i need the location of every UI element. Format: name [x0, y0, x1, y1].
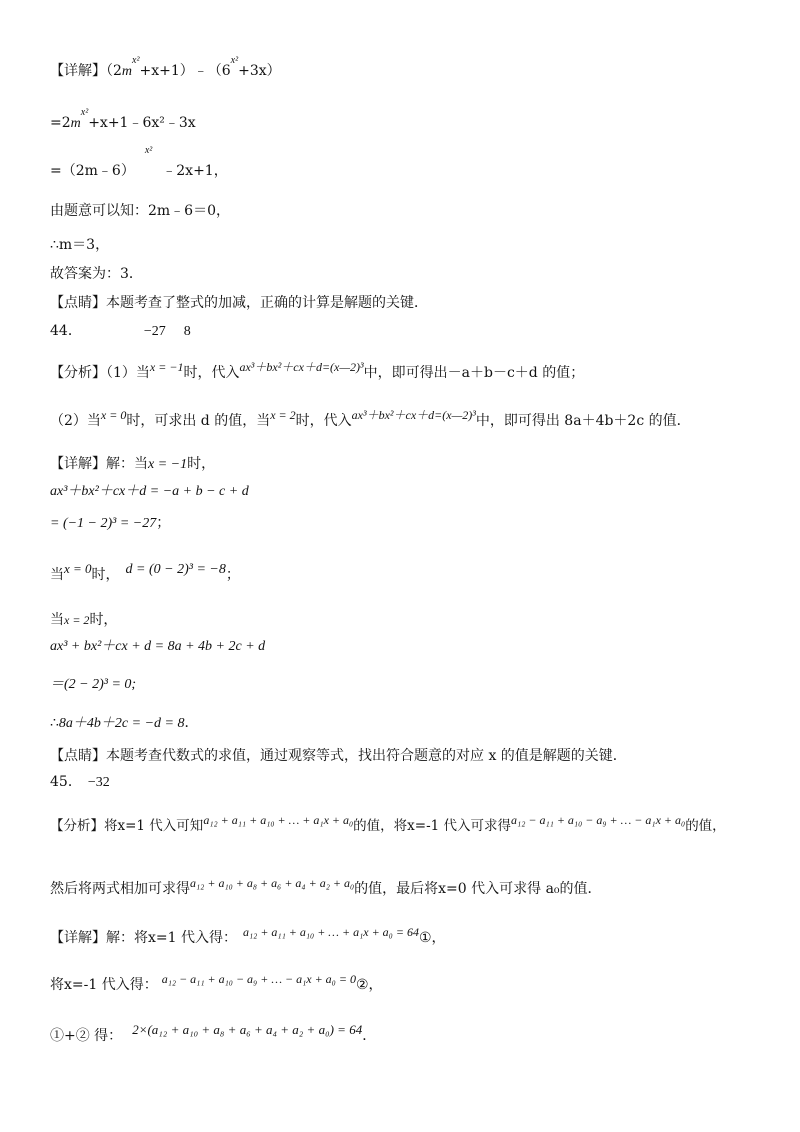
superscript: x²: [144, 145, 153, 156]
text: ．: [362, 1028, 377, 1044]
text: 时，代入: [295, 413, 352, 429]
detail-44-8: [50, 714, 198, 733]
analysis-44-1: [50, 360, 585, 382]
math: x = 0: [64, 561, 92, 576]
answer-1: −27: [143, 324, 166, 339]
superscript: x²: [80, 107, 89, 118]
math: ax³＋bx²＋cx＋d=(x—2)³: [351, 408, 476, 422]
math: 8a＋4b＋2c = −d = 8: [58, 716, 185, 731]
question-number: 45．: [50, 774, 82, 790]
math: d = (0 − 2)³ = −8: [125, 562, 226, 577]
line-detail-4: 由题意可以知：2m﹣6＝0，: [50, 203, 230, 219]
text: +x+1）﹣（6: [139, 63, 231, 79]
text: 的值，最后将x=0 代入可求得 a₀的值．: [354, 881, 602, 897]
analysis-44-2: [50, 408, 691, 430]
detail-45-3: [50, 1022, 377, 1045]
text: 时，: [89, 612, 118, 628]
text: ；: [156, 515, 171, 531]
line-detail-2: [50, 107, 196, 134]
math: a₁₂ + a₁₁ + a₁₀ + … + a₁x + a₀: [203, 813, 354, 827]
text: ①，: [418, 930, 446, 946]
text: 当: [50, 567, 64, 583]
line-detail-6: 故答案为：3．: [50, 266, 143, 282]
question-number: 44．: [50, 323, 82, 339]
text: ②，: [355, 977, 383, 993]
text: ﹣2x+1，: [162, 163, 228, 179]
answer-2: 8: [183, 324, 191, 339]
text: =2: [50, 115, 71, 131]
therefore-symbol: ∴: [50, 715, 59, 731]
line-detail-1: [50, 55, 281, 82]
math: x = 2: [64, 613, 90, 627]
line-comment-1: 【点睛】本题考查了整式的加减，正确的计算是解题的关键．: [50, 295, 428, 311]
math: m: [121, 64, 133, 79]
math: ax³＋bx²＋cx＋d=(x—2)³: [239, 360, 364, 374]
line-comment-2: 【点睛】本题考查代数式的求值，通过观察等式，找出符合题意的对应 x 的值是解题的关键．: [50, 748, 627, 764]
math: a₁₂ + a₁₁ + a₁₀ + … + a₁x + a₀ = 64: [242, 925, 419, 939]
text: 时，代入: [183, 365, 240, 381]
line-detail-5: ∴m＝3，: [50, 237, 110, 253]
superscript: x²: [132, 55, 140, 66]
math: x = 2: [270, 408, 296, 422]
superscript: x²: [230, 55, 239, 66]
analysis-45-1: [50, 813, 726, 835]
text: 时，: [91, 567, 120, 583]
text: 【详解】（2: [50, 63, 122, 79]
text: 【分析】将x=1 代入可知: [50, 818, 204, 834]
question-45-answer: [50, 773, 110, 792]
text: =（2m﹣6）: [50, 163, 135, 179]
text: 将x=-1 代入得：: [50, 977, 158, 993]
text: +3x）: [238, 63, 281, 79]
text: ①+② 得：: [50, 1028, 123, 1044]
math: x = 0: [100, 408, 127, 422]
detail-44-3: [50, 514, 170, 533]
detail-44-4: [50, 561, 240, 585]
detail-44-6: ax³ + bx²＋cx + d = 8a + 4b + 2c + d: [50, 639, 266, 654]
answer-1: −32: [87, 775, 110, 790]
math: = (−1 − 2)³ = −27: [50, 516, 157, 531]
text: 时，: [187, 456, 216, 472]
math: a₁₂ − a₁₁ + a₁₀ − a₉ + … − a₁x + a₀ = 0: [161, 972, 356, 986]
text: 当: [50, 612, 64, 628]
text: 【详解】解：将x=1 代入得：: [50, 930, 237, 946]
text: （2）当: [50, 413, 101, 429]
detail-45-2: [50, 972, 383, 994]
text: +x+1﹣6x²﹣3x: [88, 115, 196, 131]
text: ．: [184, 715, 199, 731]
text: 的值，将x=-1 代入可求得: [353, 818, 512, 834]
text: ；: [225, 567, 240, 583]
math: x = −1: [149, 360, 184, 374]
text: 中，即可得出－a＋b－c＋d 的值；: [363, 365, 585, 381]
text: 时，可求出 d 的值，当: [126, 413, 271, 429]
question-44-answer: [50, 322, 191, 341]
math: a₁₂ + a₁₀ + a₈ + a₆ + a₄ + a₂ + a₀: [190, 876, 355, 890]
detail-44-1: [50, 455, 215, 474]
text: 【分析】（1）当: [50, 365, 150, 381]
detail-44-2: ax³＋bx²＋cx＋d = −a + b − c + d: [50, 484, 249, 499]
text: 然后将两式相加可求得: [50, 881, 190, 897]
line-detail-3: [50, 145, 228, 182]
math: a₁₂ − a₁₁ + a₁₀ − a₉ + … − a₁x + a₀: [511, 813, 686, 827]
detail-44-7: ＝(2 − 2)³ = 0;: [50, 677, 137, 692]
detail-44-5: [50, 611, 117, 629]
math: x = −1: [148, 457, 188, 472]
math: m: [70, 116, 81, 131]
text: 的值，: [685, 818, 726, 834]
math: 2×(a₁₂ + a₁₀ + a₈ + a₆ + a₄ + a₂ + a₀) = 64: [132, 1022, 363, 1037]
analysis-45-2: [50, 876, 602, 898]
detail-45-1: [50, 925, 446, 947]
text: 中，即可得出 8a＋4b＋2c 的值．: [475, 413, 691, 429]
text: 【详解】解：当: [50, 456, 148, 472]
